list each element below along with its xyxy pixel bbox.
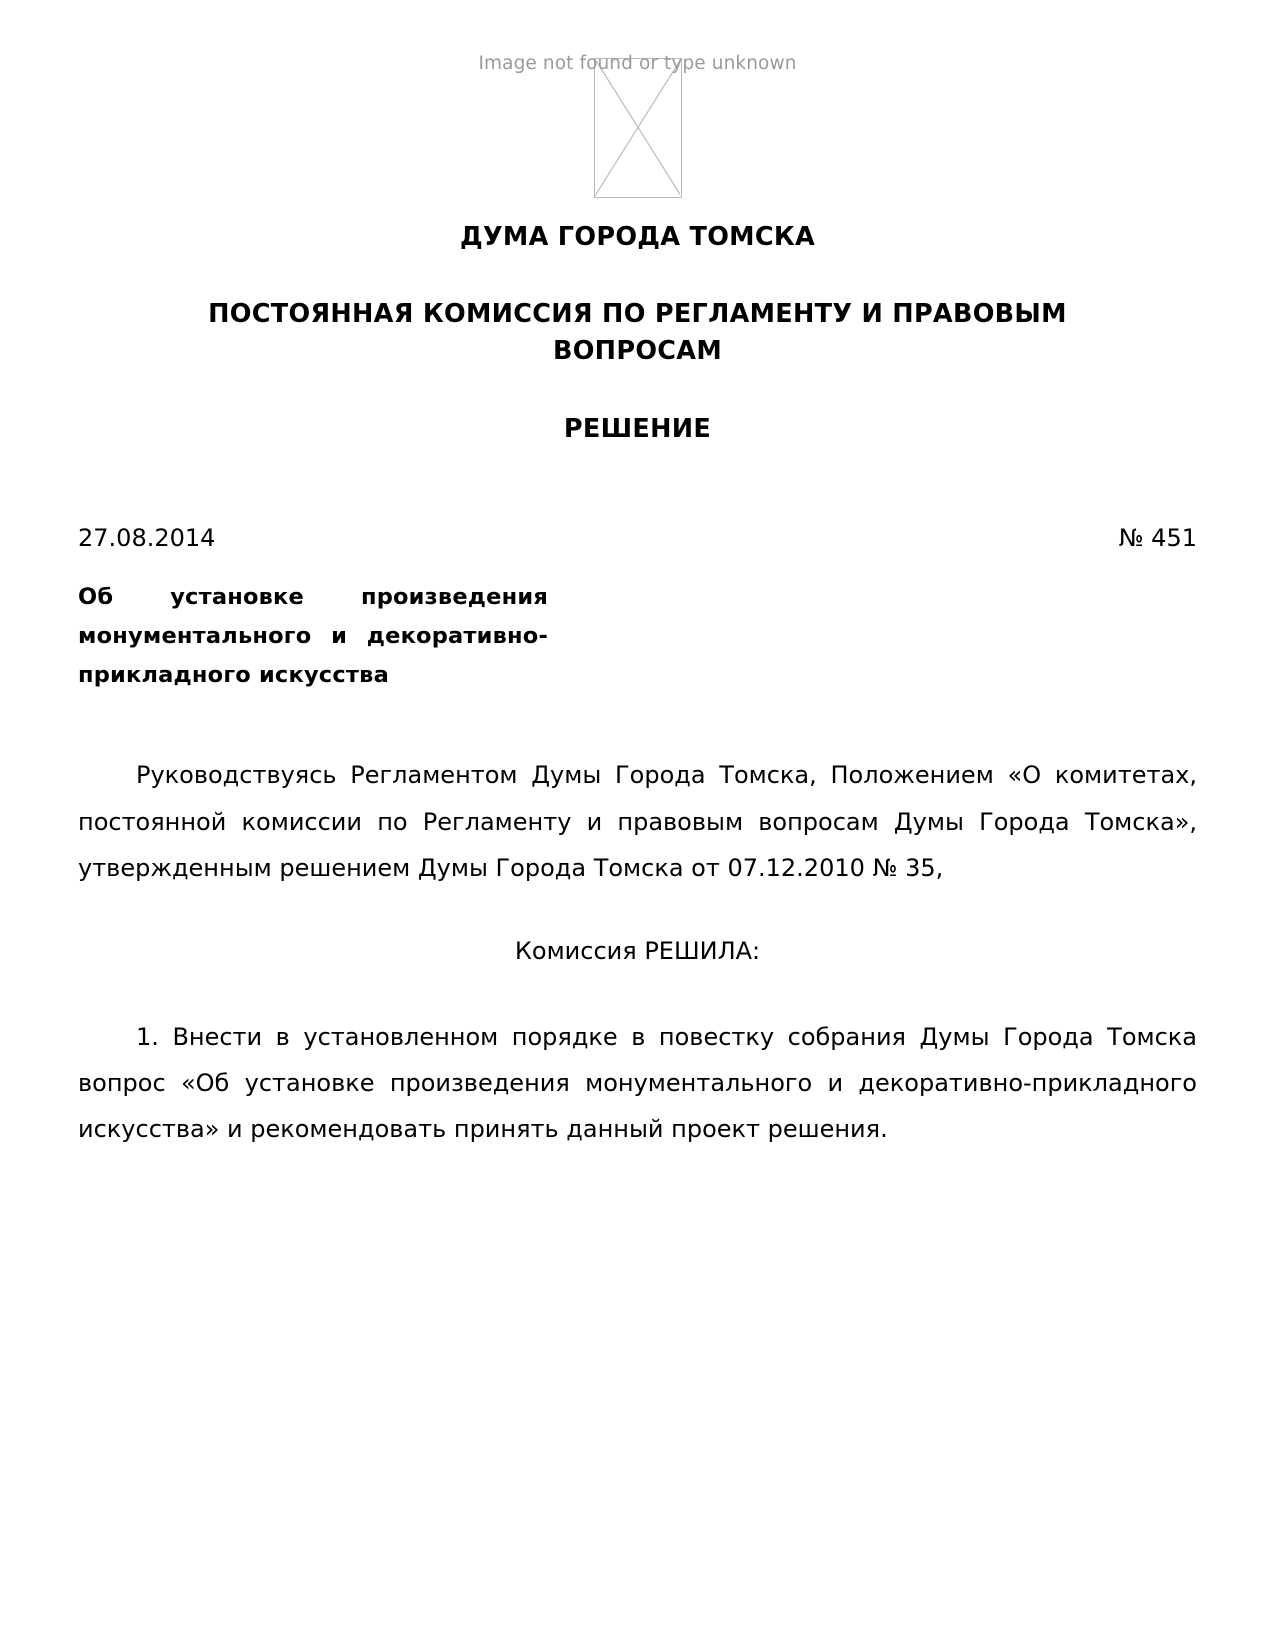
emblem-image-placeholder — [78, 53, 1197, 198]
commission-name: ПОСТОЯННАЯ КОМИССИЯ ПО РЕГЛАМЕНТУ И ПРАВОВЫМ ВОПРОСАМ — [208, 299, 1067, 367]
preamble-paragraph: Руководствуясь Регламентом Думы Города Томска, Положением «О комитетах, постоянной комиссии по Регламенту и правовым вопросам Думы Города Томска», утвержденным решением Думы Города Томска от 07.12.2010 № 35, — [78, 761, 1197, 882]
broken-image-cross-icon — [595, 59, 681, 196]
resolution-item-1: 1. Внести в установленном порядке в повестку собрания Думы Города Томска вопрос «Об установке произведения монументального и декоративно-прикладного искусства» и рекомендовать принять данный проект решения. — [78, 1023, 1197, 1144]
document-kind: РЕШЕНИЕ — [563, 414, 712, 445]
document-date: 27.08.2014 — [78, 524, 216, 553]
broken-image-alt-text: Image not found or type unknown — [478, 53, 797, 74]
page-title: ДУМА ГОРОДА ТОМСКА — [459, 222, 816, 252]
resolution-header: Комиссия РЕШИЛА: — [514, 936, 761, 965]
broken-image-icon — [478, 53, 797, 198]
document-heading — [78, 220, 1197, 444]
document-subject: Об установке произведения монументального и декоративно-прикладного искусства — [78, 584, 548, 688]
document-meta — [78, 524, 1197, 552]
document-number: № 451 — [1118, 524, 1197, 553]
